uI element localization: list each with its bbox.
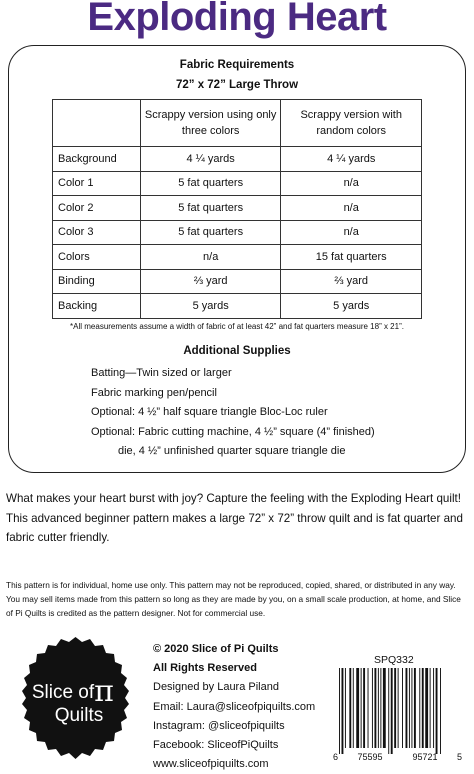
barcode-bar <box>368 668 369 748</box>
table-row <box>53 147 422 172</box>
column-header-random-colors: Scrappy version with random colors <box>281 100 422 147</box>
table-row <box>53 171 422 196</box>
list-item: Optional: 4 ½” half square triangle Bloc-Loc ruler <box>91 406 328 418</box>
barcode-bar <box>409 668 410 748</box>
barcode-bar <box>349 668 351 748</box>
barcode-digit-lead: 6 <box>333 752 339 762</box>
cell-value: 5 fat quarters <box>140 171 281 196</box>
barcode-bar <box>436 668 438 754</box>
cell-value: n/a <box>140 245 281 270</box>
row-label: Color 3 <box>53 220 141 245</box>
additional-supplies-heading: Additional Supplies <box>183 345 291 357</box>
barcode-bar <box>422 668 424 748</box>
cell-value: 5 yards <box>140 294 281 319</box>
logo-pi-symbol: π <box>94 674 114 709</box>
table-row <box>53 220 422 245</box>
barcode-bar <box>339 668 340 754</box>
barcode-bar <box>380 668 381 748</box>
barcode-digits-right: 95721 <box>412 752 438 762</box>
logo-text-line2: Quilts <box>54 705 104 726</box>
row-label: Binding <box>53 269 141 294</box>
pattern-title: Exploding Heart <box>87 0 387 39</box>
cell-value: 4 ¼ yards <box>281 147 422 172</box>
fabric-requirements-table <box>52 99 422 319</box>
logo-text-line1: Slice of <box>31 682 95 703</box>
table-row <box>53 245 422 270</box>
website-line: www.sliceofpiquilts.com <box>153 758 269 771</box>
list-item: Fabric marking pen/pencil <box>91 386 217 399</box>
barcode-bar <box>361 668 362 748</box>
table-row <box>53 196 422 221</box>
cell-value: n/a <box>281 171 422 196</box>
column-header-three-colors: Scrappy version using only three colors <box>140 100 281 147</box>
email-line: Email: Laura@sliceofpiquilts.com <box>153 700 316 713</box>
barcode-bar <box>342 668 344 754</box>
pattern-description: What makes your heart burst with joy? Capture the feeling with the Exploding Heart quilt! This advanced beginner pattern makes a large 72” x 72” throw quilt and is fat quarter and fabric cutter friendly. <box>6 492 463 544</box>
copyright-line: © 2020 Slice of Pi Quilts <box>153 643 279 655</box>
barcode-bar <box>425 668 428 748</box>
cell-value: 4 ¼ yards <box>140 147 281 172</box>
table-row <box>53 269 422 294</box>
barcode-bar <box>430 668 431 748</box>
barcode-bar <box>394 668 396 748</box>
cell-value: n/a <box>281 196 422 221</box>
instagram-line: Instagram: @sliceofpiquilts <box>153 719 285 732</box>
row-label: Colors <box>53 245 141 270</box>
slice-of-pi-logo <box>11 635 140 764</box>
upc-barcode <box>331 668 464 762</box>
supplies-list <box>91 364 451 462</box>
row-label: Color 2 <box>53 196 141 221</box>
product-sku: SPQ332 <box>374 654 414 666</box>
list-item-continuation: die, 4 ½” unfinished quarter square triangle die <box>118 445 346 457</box>
table-header-row <box>53 100 422 147</box>
barcode-bar <box>383 668 386 748</box>
measurement-footnote: *All measurements assume a width of fabric of at least 42” and fat quarters measure 18” x 21”. <box>70 322 404 331</box>
cell-value: 15 fat quarters <box>281 245 422 270</box>
table-row <box>53 294 422 319</box>
row-label: Color 1 <box>53 171 141 196</box>
barcode-bar <box>440 668 441 754</box>
barcode-bar <box>419 668 420 748</box>
fabric-requirements-heading: Fabric Requirements <box>179 59 295 71</box>
barcode-bar <box>372 668 373 748</box>
cell-value: ⅔ yard <box>140 269 281 294</box>
legal-notice: This pattern is for individual, home use only. This pattern may not be reproduced, copied, shared, or distributed in any way. You may sell items made from this pattern so long as they are made by you, on a small scale production, at home, and Slice of Pi Quilts is credited as the pattern designer. Not for commercial use. <box>6 580 461 618</box>
cell-value: n/a <box>281 220 422 245</box>
list-item: Batting—Twin sized or larger <box>91 367 232 379</box>
row-label: Background <box>53 147 141 172</box>
barcode-bar <box>433 668 434 748</box>
cell-value: 5 yards <box>281 294 422 319</box>
barcode-digit-trail: 5 <box>457 752 463 762</box>
barcode-bar <box>402 668 403 748</box>
table-corner-cell <box>53 100 141 147</box>
barcode-digits-left: 75595 <box>357 752 383 762</box>
designer-line: Designed by Laura Piland <box>153 681 279 694</box>
barcode-bar <box>411 668 412 748</box>
barcode-bars <box>339 668 441 754</box>
barcode-bar <box>398 668 399 748</box>
barcode-bar <box>406 668 408 748</box>
cell-value: 5 fat quarters <box>140 220 281 245</box>
cell-value: 5 fat quarters <box>140 196 281 221</box>
barcode-bar <box>414 668 416 748</box>
contact-info <box>153 640 353 774</box>
row-label: Backing <box>53 294 141 319</box>
barcode-bar <box>374 668 376 748</box>
list-item: Optional: Fabric cutting machine, 4 ½” square (4” finished) <box>91 425 375 438</box>
quilt-size-label: 72” x 72” Large Throw <box>175 79 299 91</box>
barcode-bar <box>388 668 389 754</box>
barcode-bar <box>378 668 379 748</box>
barcode-bar <box>345 668 346 748</box>
barcode-bar <box>391 668 393 754</box>
rights-line: All Rights Reserved <box>153 662 257 675</box>
facebook-line: Facebook: SliceofPiQuilts <box>153 739 279 752</box>
barcode-bar <box>353 668 354 748</box>
barcode-bar <box>356 668 359 748</box>
barcode-bar <box>363 668 365 748</box>
cell-value: ⅔ yard <box>281 269 422 294</box>
